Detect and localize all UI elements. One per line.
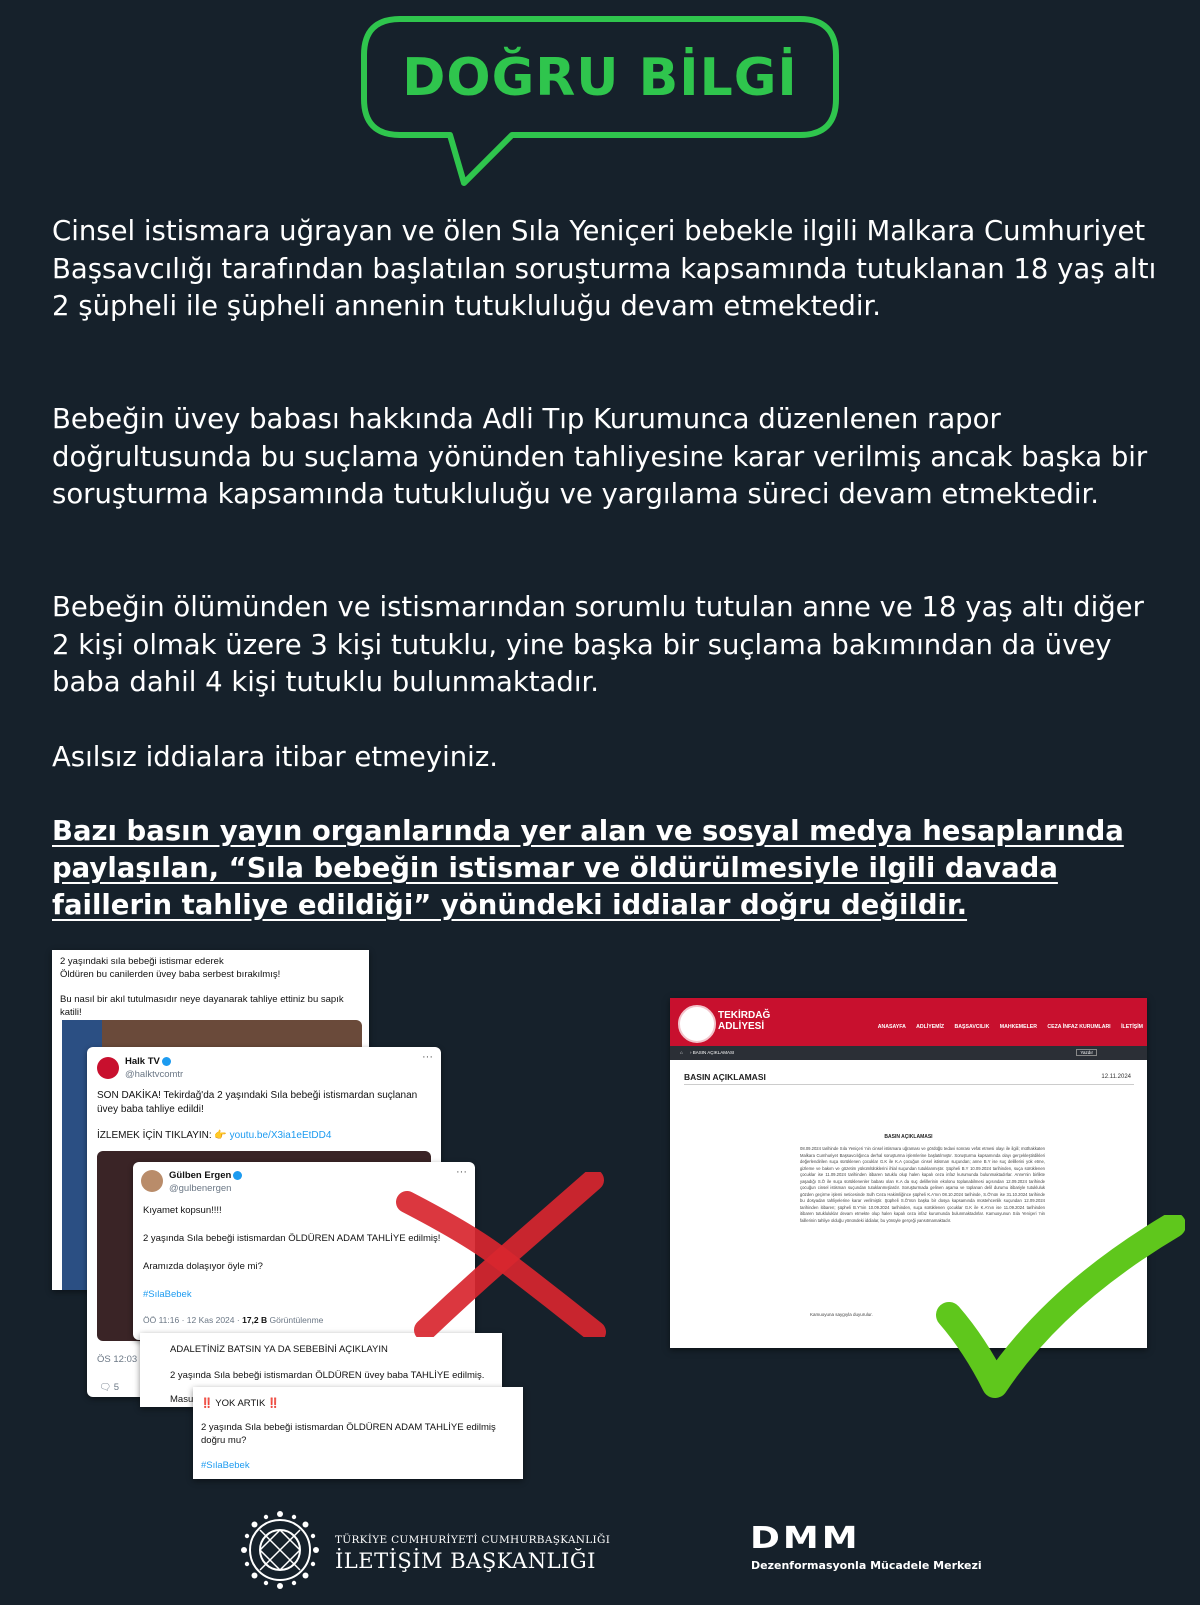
court-name: TEKİRDAĞ ADLİYESİ: [718, 1010, 771, 1032]
avatar: [97, 1057, 119, 1079]
press-date: 12.11.2024: [1101, 1074, 1131, 1080]
account-name: Gülben Ergen: [169, 1170, 232, 1181]
footer-org-line2: İLETİŞİM BAŞKANLIĞI: [335, 1549, 596, 1573]
more-icon[interactable]: ···: [422, 1051, 433, 1063]
paragraph-4: Asılsız iddialara itibar etmeyiniz.: [52, 741, 498, 773]
check-mark-icon: [935, 1215, 1185, 1405]
avatar: [141, 1170, 163, 1192]
post-text: Bu nasıl bir akıl tutulmasıdır neye dayanarak tahliye ettiniz bu sapık katili!: [60, 994, 344, 1018]
post-text: Masu: [170, 1394, 194, 1405]
home-icon[interactable]: ⌂: [680, 1050, 683, 1055]
court-logo-icon: [678, 1005, 716, 1043]
menu-item[interactable]: ANASAYFA: [877, 1024, 906, 1030]
court-header: [670, 998, 1147, 1046]
doc-closing: Kamuoyuna saygıyla duyurulur.: [810, 1312, 873, 1317]
account-handle: @gulbenergen: [169, 1183, 232, 1194]
doc-title: BASIN AÇIKLAMASI: [884, 1134, 933, 1140]
breadcrumb: ⌂ › BASIN AÇIKLAMASI Yazdır: [670, 1046, 1147, 1060]
post-text: 2 yaşında Sıla bebeği istismardan ÖLDÜREN üvey baba TAHLİYE edilmiş.: [170, 1370, 485, 1381]
page-title: BASIN AÇIKLAMASI: [684, 1072, 766, 1082]
post-card-5: [193, 1387, 523, 1479]
post-text: 2 yaşındaki sıla bebeği istismar ederek: [60, 956, 224, 967]
hashtag[interactable]: #SılaBebek: [201, 1460, 250, 1471]
post-time: ÖS 12:03: [97, 1354, 138, 1365]
account-handle: @halktvcomtr: [125, 1069, 184, 1080]
menu-item[interactable]: CEZA İNFAZ KURUMLARI: [1047, 1024, 1111, 1030]
page-title: DOĞRU BİLGİ: [402, 48, 798, 108]
verified-icon: [233, 1171, 242, 1180]
post-text: Öldüren bu canilerden üvey baba serbest bırakılmış!: [60, 969, 281, 980]
claim-statement: Bazı basın yayın organlarında yer alan ve sosyal medya hesaplarında paylaşılan, “Sıla bebeğin istismar ve öldürülmesiyle ilgili davada faillerin tahliye edildiği” yönündeki iddialar doğru değildir.: [52, 815, 1124, 921]
view-label: Görüntülenme: [269, 1315, 324, 1325]
post-meta: ÖÖ 11:16 · 12 Kas 2024 ·: [143, 1315, 240, 1325]
account-name: Halk TV: [125, 1056, 160, 1067]
menu-item[interactable]: İLETİŞİM: [1121, 1024, 1143, 1030]
post-text: 2 yaşında Sıla bebeği istismardan ÖLDÜREN ADAM TAHLİYE edilmiş doğru mu?: [201, 1422, 496, 1446]
footer-org-line1: TÜRKİYE CUMHURİYETİ CUMHURBAŞKANLIĞI: [335, 1534, 611, 1546]
paragraph-1: Cinsel istismara uğrayan ve ölen Sıla Yeniçeri bebekle ilgili Malkara Cumhuriyet Başsavcılığı tarafından başlatılan soruşturma kapsamında tutuklanan 18 yaş altı 2 şüpheli ile şüpheli annenin tutukluluğu devam etmektedir.: [52, 215, 1157, 322]
reply-count[interactable]: 🗨 5: [99, 1382, 119, 1393]
post-text: 2 yaşında Sıla bebeği istismardan ÖLDÜREN ADAM TAHLİYE edilmiş!: [143, 1233, 441, 1244]
print-button[interactable]: Yazdır: [1076, 1049, 1097, 1056]
menu-item[interactable]: MAHKEMELER: [999, 1024, 1037, 1030]
menu-item[interactable]: BAŞSAVCILIK: [954, 1024, 990, 1030]
paragraph-2: Bebeğin üvey babası hakkında Adli Tıp Kurumunca düzenlenen rapor doğrultusunda bu suçlama yönünden tahliyesine karar verilmiş ancak başka bir soruşturma kapsamında tutukluluğu ve yargılama süreci devam etmektedir.: [52, 403, 1148, 510]
menu-item[interactable]: ADLİYEMİZ: [916, 1024, 945, 1030]
post-text: Kıyamet kopsun!!!!: [143, 1205, 222, 1216]
paragraph-3: Bebeğin ölümünden ve istismarından sorumlu tutulan anne ve 18 yaş altı diğer 2 kişi olmak üzere 3 kişi tutuklu, yine başka bir suçlama bakımından da üvey baba dahil 4 kişi tutuklu bulunmaktadır.: [52, 591, 1144, 698]
post-cta: İZLEMEK İÇİN TIKLAYIN: 👉: [97, 1130, 227, 1141]
more-icon[interactable]: ···: [456, 1166, 467, 1178]
post-text: SON DAKİKA! Tekirdağ'da 2 yaşındaki Sıla bebeği istismardan suçlanan üvey baba tahliye edildi!: [97, 1090, 418, 1115]
hashtag[interactable]: #SılaBebek: [143, 1289, 192, 1300]
post-link[interactable]: youtu.be/X3ia1eEtDD4: [229, 1130, 332, 1141]
post-text: ADALETİNİZ BATSIN YA DA SEBEBİNİ AÇIKLAYIN: [170, 1344, 388, 1355]
verified-icon: [162, 1057, 171, 1066]
cross-mark-icon: [395, 1172, 610, 1337]
court-menu: [869, 1024, 1143, 1030]
post-text: ‼️ YOK ARTIK ‼️: [201, 1398, 280, 1409]
presidency-emblem-icon: [240, 1510, 320, 1590]
dmm-logo: DMM: [750, 1521, 861, 1556]
dmm-subtitle: Dezenformasyonla Mücadele Merkezi: [751, 1559, 982, 1572]
post-text: Aramızda dolaşıyor öyle mi?: [143, 1261, 263, 1272]
view-count: 17,2 B: [242, 1315, 268, 1325]
doc-body: 08.09.2024 tarihinde Sıla Yeniçeri 'nin cinsel istismara uğraması ve gördüğü tedavi sonrası vefat etmesi olayı ile ilgili; müthakkaten Malkara Cumhuriyet Başsavcılığınca derhal soruşturma işlemlerine başlatılmıştır. Soruşturma kapsamında olayı gerçekleştirdikleri değerlendirilen suça sürüklenen çocuklar G.K ile K.A çocuğun cinsel istismarı suçundan; anne B.Y ise suç delillerini yok etme, gizleme ve bakım ve gözetim yükümlülüklerini ihlal suçundan tutuklanmıştır. Şüpheli B.Y 10.09.2024 tarihinden, suça sürüklenen çocuklar ise 11.09.2024 tarihinden itibaren tutuklu olup halen kapalı ceza infaz kurumunda bulunmaktadırlar. Anne'nin birlikte yaşadığı S.Ö ile suça sürüklenenler babası olan K.A da suç delillerinin ekolonu toplanabilmesi açısından 12.09.2024 tarihinde çocuğun cinsel istismarı suçundan tutuklanmışlardır. Soruşturmada gelinen aşama ve toplanan delil durumu itibariyle tutukluluk gözden geçirme işlemi neticesinde Sulh Ceza Hakimliğince şüpheli K.A'nın 08.10.2024 tarihinde, S.Ö'nün ise 31.10.2024 tarihinde bu dosyadan tahliyelerine karar verilmiştir. Şüpheli S.Ö'nün başka bir dosya kapsamında müstehcenlik suçundan 12.09.2024 tarihinden itibaren; şüpheli B.Y'nin 10.09.2024 tarihinden, suça sürüklenen çocuklar G.K ile K.A'nın ise 11.09.2024 tarihinden itibaren tutukluluklar devam etmekte olup halen kapalı ceza infaz kurumunda bulunmaktadırlar. Kamuoyunun Sıla Yeniçeri 'nin faillerinin tahliye olduğu yönündeki iddialar, bu yönüyle gerçeği yansıtmamaktadır.: [800, 1146, 1045, 1223]
